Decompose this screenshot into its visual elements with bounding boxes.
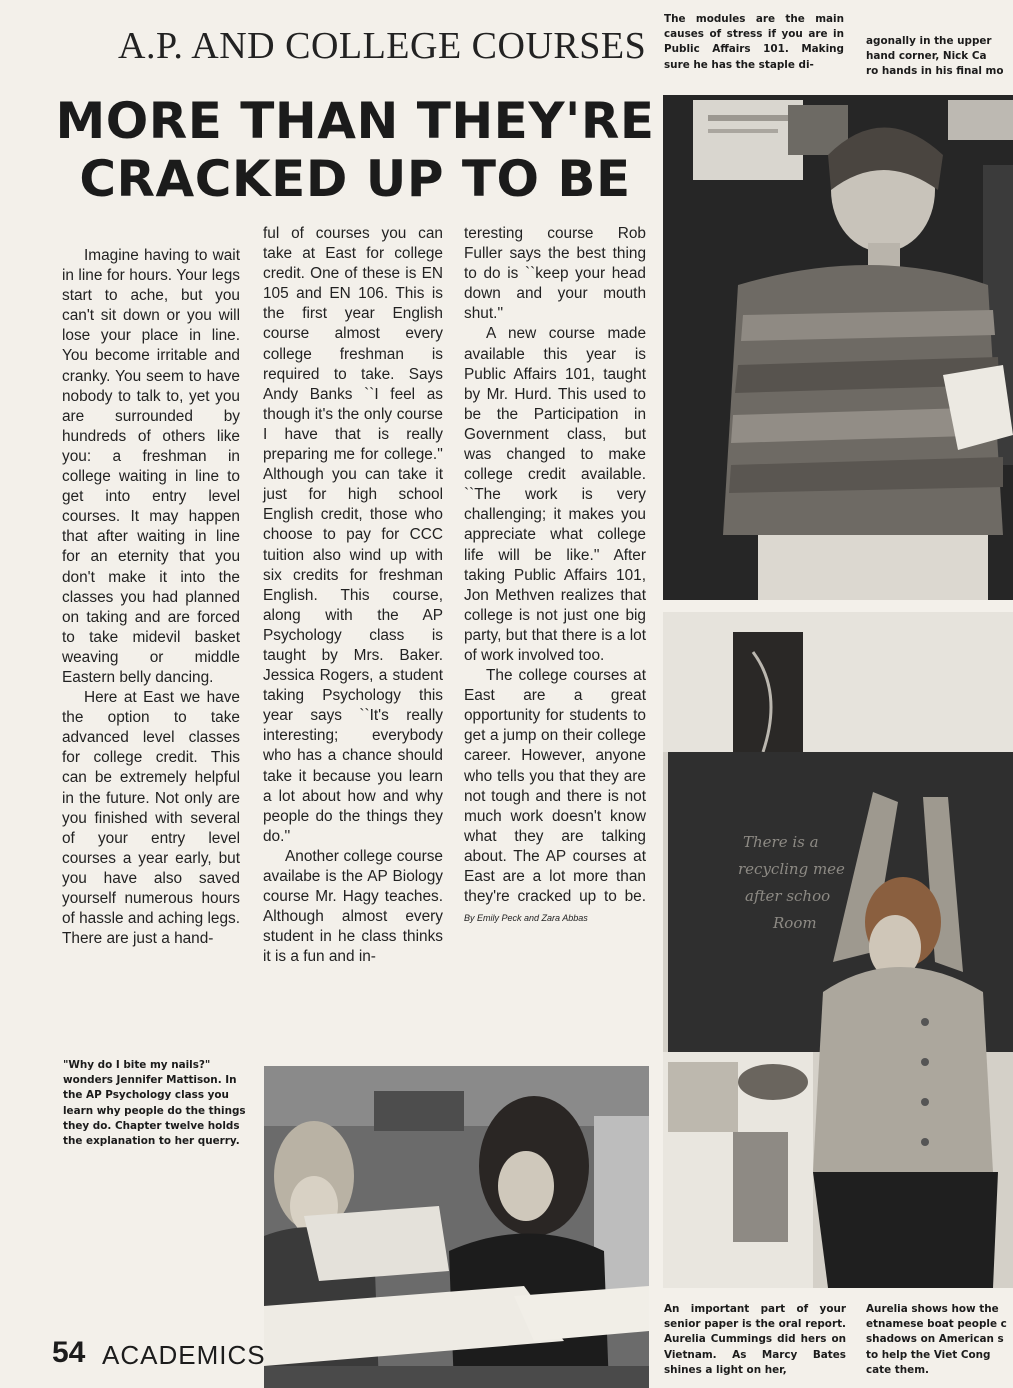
- paragraph-text: The college courses at East are a great opportunity for students to get a jump on their college career. However, anyone who tells you that they are not tough and there is not much work doesn't know what they are talking about. The AP courses at East are a lot more than they're cracked up to be.: [464, 667, 646, 906]
- page-number: 54: [52, 1336, 86, 1369]
- photo-psychology-class: [264, 1066, 649, 1388]
- caption-line: Aurelia shows how the: [866, 1303, 999, 1315]
- photo-psychology-class-graphic: [264, 1066, 649, 1388]
- caption-line: agonally in the upper: [866, 35, 992, 47]
- paragraph: Here at East we have the option to take advanced level classes for college credit. This can be extremely helpful in the future. Not only are you finished with several of your entry level courses a year early, but you have also saved yourself numerous hours of hassle and aching legs. There are just a hand-: [62, 689, 240, 948]
- caption-top-right: [866, 34, 1013, 80]
- headline-line-2: CRACKED UP TO BE: [79, 150, 631, 208]
- caption-line: to help the Viet Cong: [866, 1348, 991, 1361]
- article-column-1: [62, 246, 240, 949]
- caption-line: shadows on American s: [866, 1333, 1004, 1346]
- section-name: ACADEMICS: [102, 1340, 266, 1370]
- headline: [40, 92, 670, 208]
- photo-student-chalkboard-graphic: [663, 612, 1013, 1288]
- article-column-2: [263, 224, 443, 967]
- caption-line: ro hands in his final mo: [866, 65, 1004, 78]
- paragraph: [464, 666, 646, 928]
- paragraph: Another college course availabe is the AP Biology course Mr. Hagy teaches. Although almost every student in he class thinks it is a fun and in-: [263, 847, 443, 966]
- photo-student-chalkboard: [663, 612, 1013, 1288]
- caption-left: "Why do I bite my nails?" wonders Jennifer Mattison. In the AP Psychology class you learn why people do the things they do. Chapter twelve holds the explanation to her querry.: [63, 1059, 246, 1148]
- paragraph: ful of courses you can take at East for college credit. One of these is EN 105 and EN 106. This is the first year English course almost every college freshman is required to take. Says Andy Banks ``I feel as though it's the only course I have that is really preparing me for college.'' Although you can take it just for high school English credit, those who choose to pay for CCC tuition also wind up with six credits for freshman English. This course, along with the AP Psychology class is taught by Mrs. Baker. Jessica Rogers, a student taking Psychology this year says ``It's really interesting; everybody who has a chance should take it because you learn a lot about how and why people do the things they do.'': [263, 225, 443, 845]
- article-column-3: [464, 224, 646, 928]
- caption-bottom-left: An important part of your senior paper is the oral report. Aurelia Cummings did hers on Vietnam. As Marcy Bates shines a light on her,: [664, 1303, 846, 1376]
- chalk-line: recycling mee: [738, 860, 845, 878]
- paragraph: Imagine having to wait in line for hours. Your legs start to ache, but you can't sit down or you will lose your place in line. You become irritable and cranky. You seem to have nobody to talk to, yet you are surrounded by hundreds of others like you: a freshman in college waiting in line to get into entry level courses. It may happen that after waiting in line for an eternity that you don't make it into the classes you had planned on taking and are forced to take midevil basket weaving or middle Eastern belly dancing.: [62, 247, 240, 686]
- paragraph: A new course made available this year is Public Affairs 101, taught by Mr. Hurd. This used to be the Participation in Government class, but was changed to make college credit available. ``The work is very challenging; it makes you appreciate what college life will be like.'' After taking Public Affairs 101, Jon Methven realizes that college is not just one big party, but that there is a lot of work involved too.: [464, 325, 646, 664]
- chalk-line: There is a: [743, 833, 819, 851]
- photo-student-sweater-graphic: [663, 95, 1013, 600]
- paragraph: teresting course Rob Fuller says the best thing to do is ``keep your head down and your mouth shut.'': [464, 225, 646, 323]
- photo-student-sweater: [663, 95, 1013, 600]
- chalk-line: Room: [773, 914, 817, 932]
- byline: By Emily Peck and Zara Abbas: [464, 913, 588, 924]
- caption-line: cate them.: [866, 1363, 929, 1376]
- kicker-title: A.P. AND COLLEGE COURSES: [118, 25, 647, 67]
- chalk-line: after schoo: [745, 887, 831, 905]
- caption-line: hand corner, Nick Ca: [866, 50, 987, 63]
- headline-line-1: MORE THAN THEY'RE: [55, 92, 655, 150]
- caption-line: etnamese boat people c: [866, 1318, 1007, 1331]
- caption-top-left: The modules are the main causes of stress if you are in Public Affairs 101. Making sure he has the staple di-: [664, 13, 844, 71]
- caption-bottom-right: [866, 1302, 1013, 1378]
